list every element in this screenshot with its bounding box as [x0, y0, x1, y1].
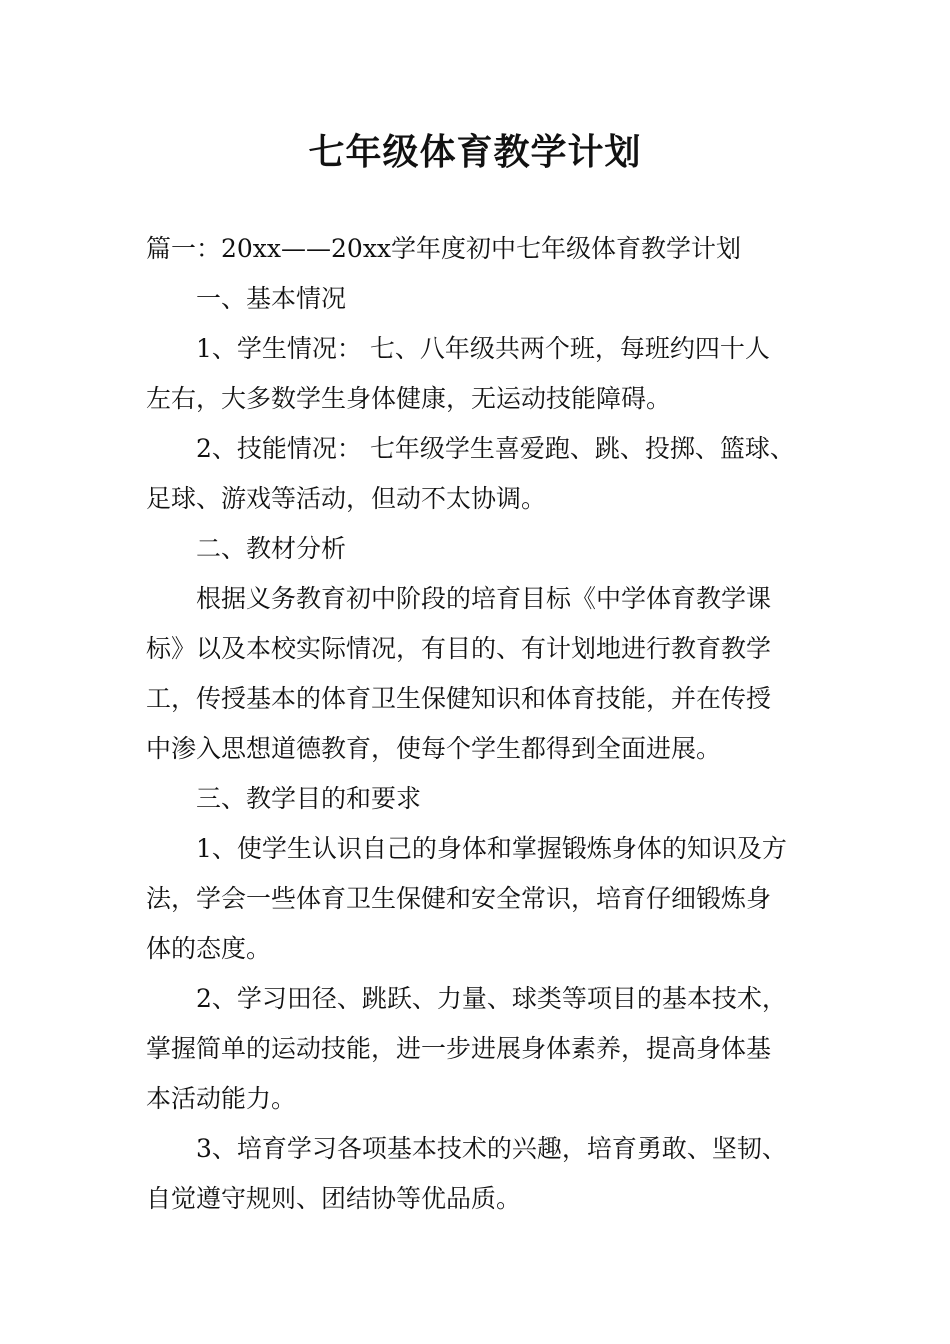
document-title: 七年级体育教学计划	[308, 131, 642, 173]
paragraph-line: 左右，大多数学生身体健康，无运动技能障碍。	[146, 384, 672, 413]
paragraph-line: 标》以及本校实际情况，有目的、有计划地进行教育教学	[146, 634, 772, 663]
heading-material-analysis: 二、教材分析	[196, 534, 347, 563]
paragraph-line: 1、使学生认识自己的身体和掌握锻炼身体的知识及方	[196, 834, 787, 863]
paragraph-line: 工，传授基本的体育卫生保健知识和体育技能，并在传授	[146, 684, 772, 713]
paragraph-line: 本活动能力。	[146, 1084, 297, 1113]
paragraph-line: 足球、游戏等活动，但动不太协调。	[146, 484, 547, 513]
paragraph-line: 自觉遵守规则、团结协等优品质。	[146, 1184, 522, 1213]
paragraph-line: 3、培育学习各项基本技术的兴趣，培育勇敢、坚韧、	[196, 1134, 787, 1163]
paragraph-line: 2、技能情况： 七年级学生喜爱跑、跳、投掷、篮球、	[196, 434, 795, 463]
paragraph-line: 1、学生情况： 七、八年级共两个班，每班约四十人	[196, 334, 770, 363]
paragraph-line: 体的态度。	[146, 934, 272, 963]
paragraph-line: 掌握简单的运动技能，进一步进展身体素养，提高身体基	[146, 1034, 772, 1063]
paragraph-line: 法，学会一些体育卫生保健和安全常识，培育仔细锻炼身	[146, 884, 772, 913]
heading-basic-situation: 一、基本情况	[196, 284, 347, 313]
heading-teaching-goals: 三、教学目的和要求	[196, 784, 422, 813]
paragraph-line: 根据义务教育初中阶段的培育目标《中学体育教学课	[196, 584, 772, 613]
section-heading-part-one: 篇一：20xx——20xx学年度初中七年级体育教学计划	[146, 234, 742, 263]
paragraph-line: 2、学习田径、跳跃、力量、球类等项目的基本技术，	[196, 984, 787, 1013]
paragraph-line: 中渗入思想道德教育，使每个学生都得到全面进展。	[146, 734, 722, 763]
